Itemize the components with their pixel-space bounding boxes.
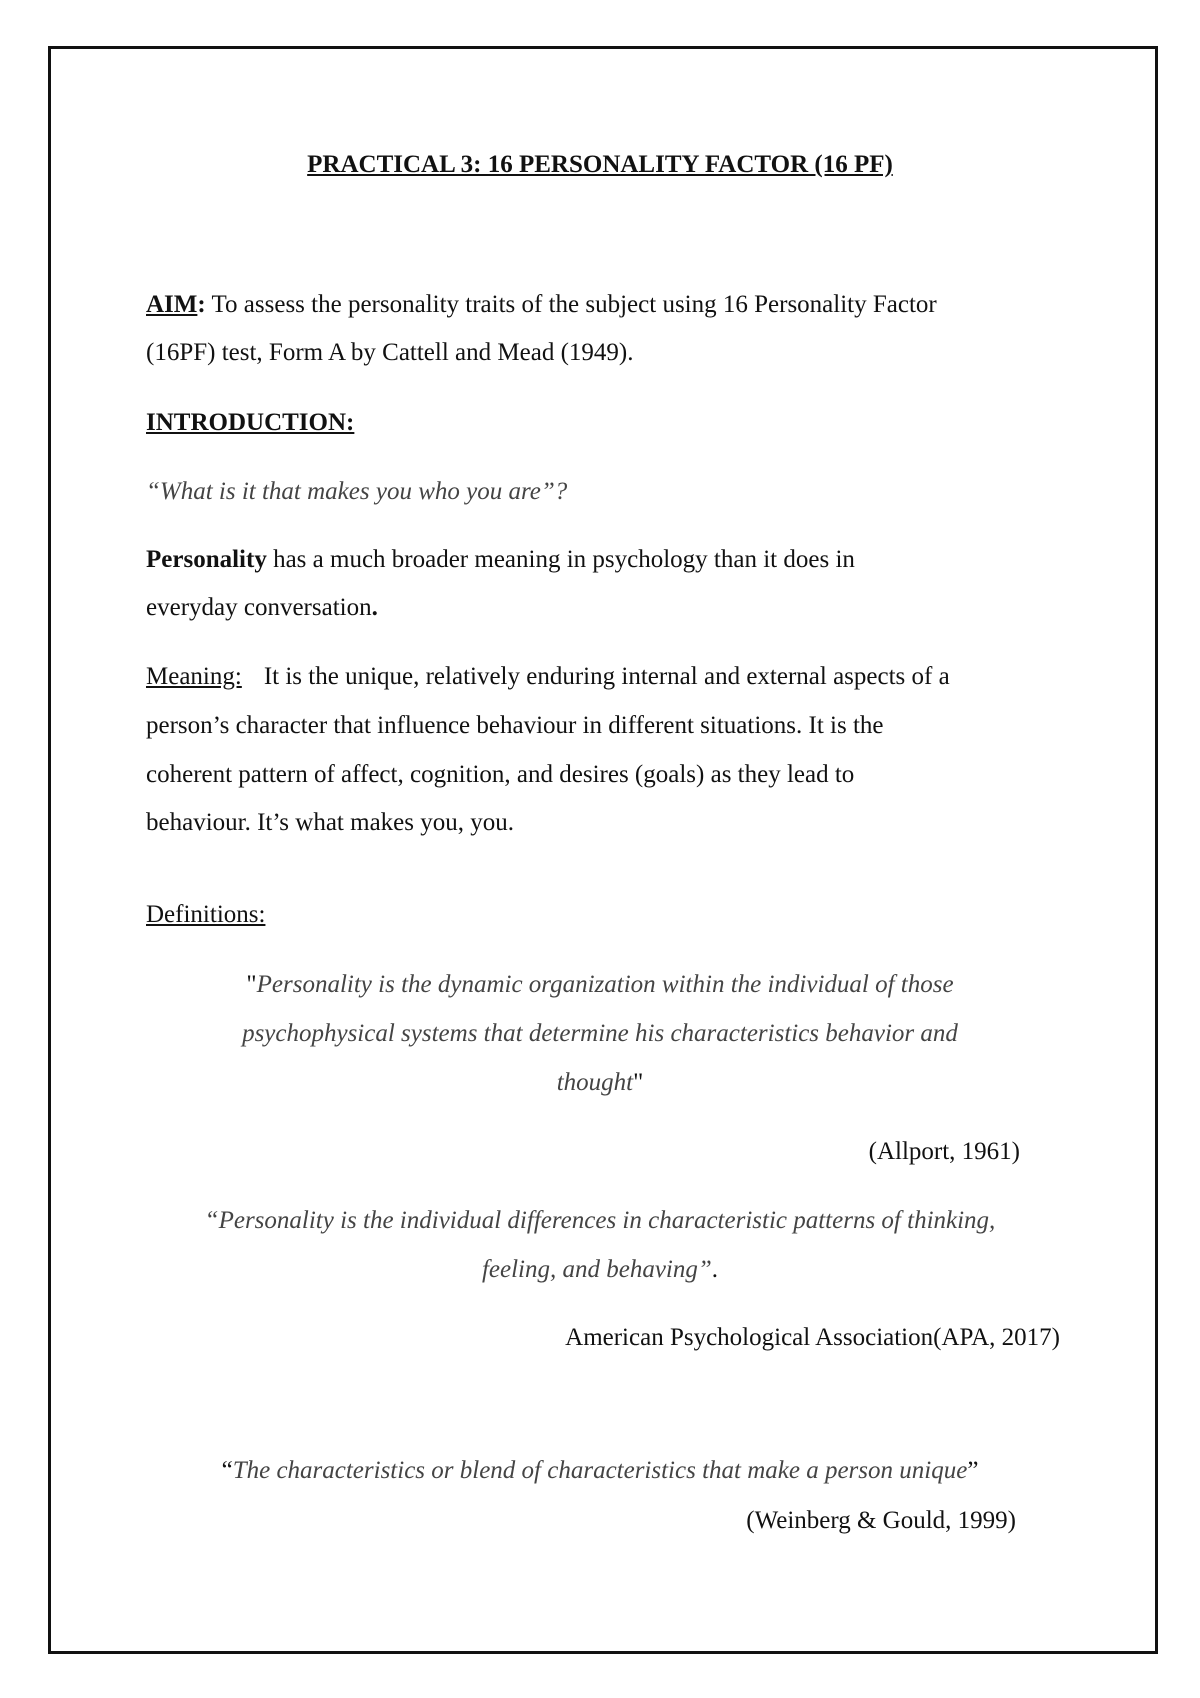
- meaning-label: Meaning:: [146, 663, 242, 690]
- allport-quote-line-2: psychophysical systems that determine his characteristics behavior and: [242, 1020, 958, 1047]
- introduction-heading: INTRODUCTION:: [146, 409, 355, 436]
- allport-quote-line-1: [100, 970, 1100, 1000]
- apa-text-2: feeling, and behaving”: [481, 1256, 712, 1283]
- apa-quote-line-2: [100, 1255, 1100, 1285]
- weinberg-open-quote: “: [221, 1457, 233, 1484]
- personality-text-1: has a much broader meaning in psychology than it does in: [266, 546, 855, 573]
- apa-period: .: [711, 1256, 719, 1283]
- meaning-line-3: coherent pattern of affect, cognition, and desires (goals) as they lead to: [146, 761, 855, 788]
- personality-text-2: everyday conversation: [146, 594, 372, 621]
- meaning-line-1: [146, 662, 950, 692]
- meaning-line-2: person’s character that influence behaviour in different situations. It is the: [146, 712, 884, 739]
- aim-colon: :: [197, 291, 206, 318]
- allport-citation: (Allport, 1961): [868, 1138, 1020, 1165]
- definitions-heading: Definitions:: [146, 901, 266, 928]
- weinberg-text: The characteristics or blend of characteristics that make a person unique: [232, 1457, 968, 1484]
- page-title: PRACTICAL 3: 16 PERSONALITY FACTOR (16 PF): [307, 151, 893, 178]
- allport-text-1: Personality is the dynamic organization within the individual of those: [256, 971, 954, 998]
- meaning-text-1: It is the unique, relatively enduring internal and external aspects of a: [263, 663, 950, 690]
- page-border: [48, 46, 1158, 1654]
- personality-term: Personality: [146, 546, 267, 573]
- personality-line-1: [146, 545, 855, 575]
- allport-quote-line-3: [100, 1068, 1100, 1098]
- apa-quote-line-1: “Personality is the individual differences in characteristic patterns of thinking,: [204, 1207, 996, 1234]
- aim-line-2: (16PF) test, Form A by Cattell and Mead (1949).: [146, 339, 634, 366]
- personality-line-2: [146, 593, 378, 623]
- allport-open-quote: ": [246, 971, 257, 998]
- personality-period: .: [371, 594, 378, 621]
- weinberg-close-quote: ”: [967, 1457, 979, 1484]
- aim-label: AIM: [146, 291, 198, 318]
- weinberg-citation: (Weinberg & Gould, 1999): [746, 1507, 1016, 1534]
- weinberg-quote: [100, 1456, 1100, 1486]
- allport-close-quote: ": [633, 1069, 644, 1096]
- meaning-line-4: behaviour. It’s what makes you, you.: [146, 809, 514, 836]
- intro-question: “What is it that makes you who you are”?: [146, 478, 568, 505]
- allport-text-3: thought: [556, 1069, 634, 1096]
- aim-line-1: [146, 290, 937, 320]
- apa-citation: American Psychological Association(APA, 2017): [565, 1324, 1060, 1351]
- aim-text-1: To assess the personality traits of the subject using 16 Personality Factor: [205, 291, 937, 318]
